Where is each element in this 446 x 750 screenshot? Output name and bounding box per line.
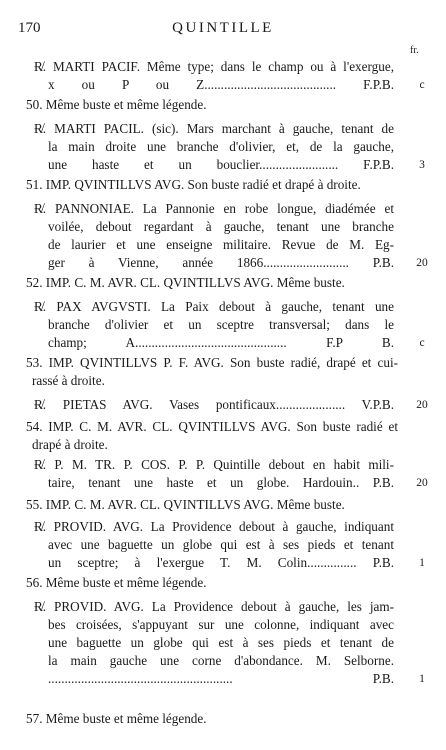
entry-line: rassé à droite.	[32, 373, 105, 388]
price-value: c	[419, 79, 425, 91]
entry-line: Ɍ̸. MARTI PACIL. (sic). Mars marchant à gauche, tenant de	[34, 121, 394, 136]
price-column-head: fr.	[410, 45, 419, 56]
entry-line: taire, tenant une haste et un globe. Hardouin.. P.B.	[48, 475, 394, 490]
entry-line: Ɍ̸. PIETAS AVG. Vases pontificaux..................... V.P.B.	[34, 397, 394, 412]
price-value: 20	[416, 257, 428, 269]
entry-line: x ou P ou Z........................................ F.P.B.	[48, 77, 394, 92]
obverse-entry	[26, 418, 398, 454]
entry-line: champ; A.............................................. F.P B.	[48, 335, 394, 350]
entry-line: ........................................................ P.B.	[48, 671, 394, 686]
reverse-entry	[34, 120, 394, 174]
entry-line: une baguette un globe qui est à ses pieds et tenant de	[48, 635, 394, 650]
price-value: 1	[419, 673, 425, 685]
entry-line: Ɍ̸. PROVID. AVG. La Providence debout à gauche, indiquant	[34, 519, 394, 534]
reverse-entry	[34, 598, 394, 688]
obverse-entry	[26, 96, 406, 114]
entry-line: drapé à droite.	[32, 437, 108, 452]
entry-line: 52. IMP. C. M. AVR. CL. QVINTILLVS AVG. Même buste.	[26, 275, 345, 290]
obverse-entry	[26, 710, 406, 728]
reverse-entry	[34, 456, 394, 492]
entry-line: 53. IMP. QVINTILLVS P. F. AVG. Son buste radié, drapé et cui-	[26, 355, 398, 370]
entry-line: avec une baguette un globe qui est à ses pieds et tenant	[48, 537, 394, 552]
obverse-entry	[26, 354, 398, 390]
entry-line: ger à Vienne, année 1866.......................... P.B.	[48, 255, 394, 270]
entry-line: bes croisées, s'appuyant sur une colonne, indiquant avec	[48, 617, 394, 632]
reverse-entry	[34, 518, 394, 572]
entry-line: 56. Même buste et même légende.	[26, 575, 207, 590]
entry-line: Ɍ̸. PANNONIAE. La Pannonie en robe longue, diadémée et	[34, 201, 394, 216]
reverse-entry	[34, 396, 394, 414]
obverse-entry	[26, 176, 406, 194]
entry-line: 55. IMP. C. M. AVR. CL. QVINTILLVS AVG. Même buste.	[26, 497, 345, 512]
entry-line: une haste et un bouclier........................ F.P.B.	[48, 157, 394, 172]
price-value: 20	[416, 399, 428, 411]
entry-line: 51. IMP. QVINTILLVS AVG. Son buste radié et drapé à droite.	[26, 177, 361, 192]
reverse-entry	[34, 58, 394, 94]
obverse-entry	[26, 274, 406, 292]
entry-line: la main gauche une corne d'abondance. M. Selborne.	[48, 653, 394, 668]
entry-line: 57. Même buste et même légende.	[26, 711, 207, 726]
reverse-entry	[34, 298, 394, 352]
entry-line: 54. IMP. C. M. AVR. CL. QVINTILLVS AVG. Son buste radié et	[26, 419, 398, 434]
entry-line: voilée, debout regardant à gauche, tenant une branche	[48, 219, 394, 234]
entry-line: branche d'olivier et un sceptre transversal; dans le	[48, 317, 394, 332]
reverse-entry	[34, 200, 394, 272]
entry-line: Ɍ̸. MARTI PACIF. Même type; dans le champ ou à l'exergue,	[34, 59, 394, 74]
entry-line: de laurier et une enseigne militaire. Revue de M. Eg-	[48, 237, 394, 252]
price-value: 3	[419, 159, 425, 171]
price-value: c	[419, 337, 425, 349]
obverse-entry	[26, 496, 406, 514]
price-value: 20	[416, 477, 428, 489]
price-value: 1	[419, 557, 425, 569]
entry-line: Ɍ̸. PAX AVGVSTI. La Paix debout à gauche, tenant une	[34, 299, 394, 314]
page-header	[18, 20, 428, 44]
entry-line: 50. Même buste et même légende.	[26, 97, 207, 112]
entry-line: Ɍ̸. P. M. TR. P. COS. P. P. Quintille debout en habit mili-	[34, 457, 394, 472]
page-number: 170	[18, 20, 41, 36]
entry-line: la main droite une branche d'olivier, et, de la gauche,	[48, 139, 394, 154]
obverse-entry	[26, 574, 406, 592]
entry-line: Ɍ̸. PROVID. AVG. La Providence debout à gauche, les jam-	[34, 599, 394, 614]
running-title: QUINTILLE	[172, 20, 274, 36]
entry-line: un sceptre; à l'exergue T. M. Colin............... P.B.	[48, 555, 394, 570]
